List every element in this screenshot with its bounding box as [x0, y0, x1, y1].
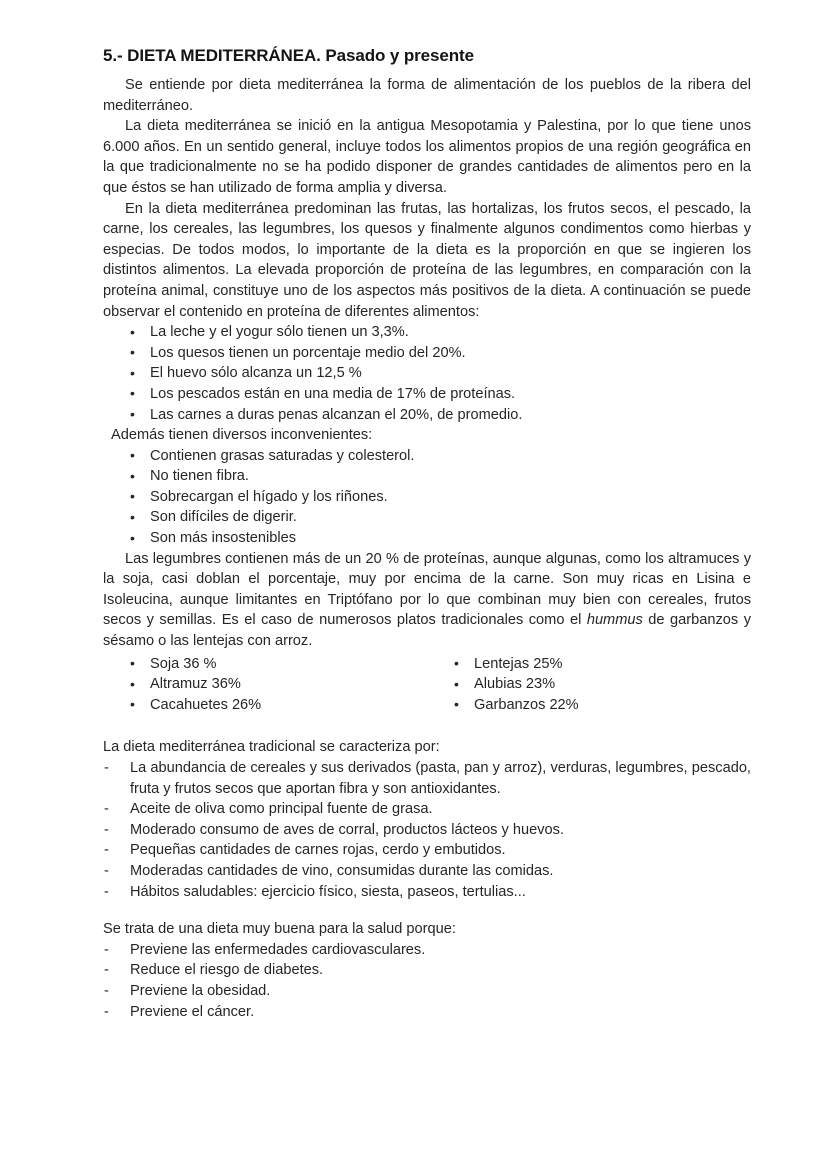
- list-item: - Moderadas cantidades de vino, consumidas durante las comidas.: [103, 861, 751, 882]
- list-item: - La abundancia de cereales y sus derivados (pasta, pan y arroz), verduras, legumbres, pescado, fruta y frutos secos que aportan fibra y son antioxidantes.: [103, 758, 751, 799]
- list-item: • La leche y el yogur sólo tienen un 3,3%.: [103, 322, 751, 343]
- legume-list-right: [427, 654, 751, 716]
- legume-values-column-2: [427, 654, 751, 716]
- list-item: • Sobrecargan el hígado y los riñones.: [103, 487, 751, 508]
- list-item: - Previene la obesidad.: [103, 981, 751, 1002]
- benefits-list: [103, 940, 751, 1022]
- spacer: [103, 902, 751, 919]
- list-item: - Aceite de oliva como principal fuente de grasa.: [103, 799, 751, 820]
- benefits-lead: Se trata de una dieta muy buena para la salud porque:: [103, 921, 456, 938]
- paragraph-legumes: [103, 549, 751, 652]
- legumes-text-part1: Las legumbres contienen más de un 20 % de proteínas, aunque algunas, como los altramuces y la soja, casi doblan el porcentaje, muy por encima de la carne. Son muy ricas en Lisina e Isoleucina, aunque limitantes en Triptófano por lo que combinan muy bien con cereales, frutos secos y semillas. Es el caso de numerosos platos tradicionales como el: [103, 550, 751, 629]
- list-item: • Cacahuetes 26%: [103, 695, 427, 716]
- traditional-diet-lead: La dieta mediterránea tradicional se caracteriza por:: [103, 739, 440, 756]
- list-item: • Soja 36 %: [103, 654, 427, 675]
- traditional-diet-list: [103, 758, 751, 902]
- list-item: - Reduce el riesgo de diabetes.: [103, 960, 751, 981]
- list-item: • Son difíciles de digerir.: [103, 507, 751, 528]
- paragraph-intro: Se entiende por dieta mediterránea la forma de alimentación de los pueblos de la ribera del mediterráneo.: [103, 77, 751, 114]
- legumes-italic-term: hummus: [586, 612, 643, 629]
- legume-values-column-1: [103, 654, 427, 716]
- list-item: • Contienen grasas saturadas y colesterol.: [103, 446, 751, 467]
- list-item: - Previene el cáncer.: [103, 1002, 751, 1023]
- list-item: • Garbanzos 22%: [427, 695, 751, 716]
- page-title: 5.- DIETA MEDITERRÁNEA. Pasado y presente: [103, 46, 474, 65]
- legumes-text-part2: de garbanzos y sésamo o las lentejas con arroz.: [103, 612, 751, 650]
- list-item: • Altramuz 36%: [103, 674, 427, 695]
- paragraph-origin: La dieta mediterránea se inició en la antigua Mesopotamia y Palestina, por lo que tiene unos 6.000 años. En un sentido general, incluye todos los alimentos propios de una región geográfica en la que tradicionalmente no se ha podido disponer de grandes cantidades de alimentos pero en la que éstos se han utilizado de forma amplia y diversa.: [103, 118, 751, 196]
- legume-list-left: [103, 654, 427, 716]
- list-item: - Moderado consumo de aves de corral, productos lácteos y huevos.: [103, 820, 751, 841]
- drawbacks-list: [103, 446, 751, 549]
- list-item: - Previene las enfermedades cardiovasculares.: [103, 940, 751, 961]
- list-item: • Las carnes a duras penas alcanzan el 20%, de promedio.: [103, 405, 751, 426]
- list-item: • El huevo sólo alcanza un 12,5 %: [103, 363, 751, 384]
- legume-values-columns: [103, 654, 751, 716]
- list-item: • Son más insostenibles: [103, 528, 751, 549]
- list-item: • Alubias 23%: [427, 674, 751, 695]
- list-item: - Hábitos saludables: ejercicio físico, siesta, paseos, tertulias...: [103, 882, 751, 903]
- list-item: - Pequeñas cantidades de carnes rojas, cerdo y embutidos.: [103, 840, 751, 861]
- list-item: • No tienen fibra.: [103, 466, 751, 487]
- protein-content-list: [103, 322, 751, 425]
- list-item: • Los quesos tienen un porcentaje medio del 20%.: [103, 343, 751, 364]
- list-item: • Los pescados están en una media de 17% de proteínas.: [103, 384, 751, 405]
- drawbacks-lead: Además tienen diversos inconvenientes:: [111, 427, 373, 444]
- spacer: [103, 715, 751, 737]
- paragraph-composition: En la dieta mediterránea predominan las frutas, las hortalizas, los frutos secos, el pescado, la carne, los cereales, las legumbres, los quesos y finalmente algunos condimentos como hierbas y especias. De todos modos, lo importante de la dieta es la proporción en que se ingieren los distintos alimentos. La elevada proporción de proteína de las legumbres, en comparación con la proteína animal, constituye uno de los aspectos más positivos de la dieta. A continuación se puede observar el contenido en proteína de diferentes alimentos:: [103, 200, 751, 320]
- document-content: [103, 45, 751, 1022]
- list-item: • Lentejas 25%: [427, 654, 751, 675]
